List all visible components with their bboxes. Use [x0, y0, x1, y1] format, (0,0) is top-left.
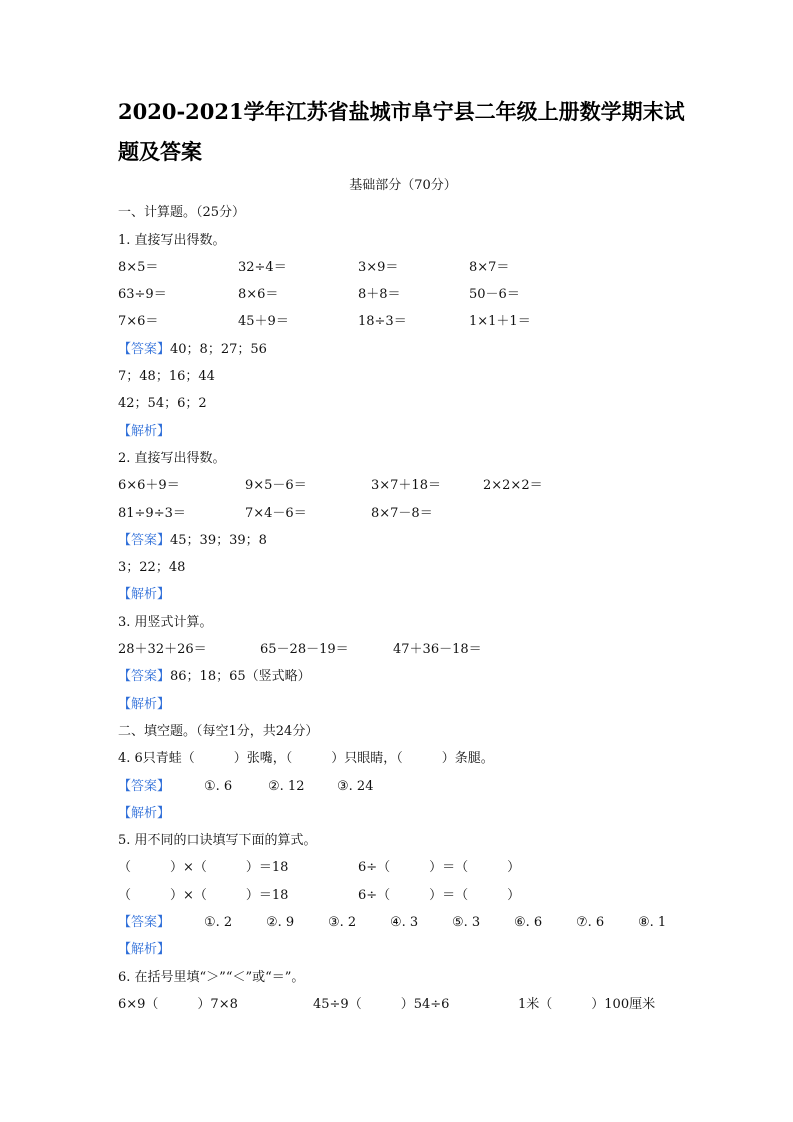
q5-row-2 [118, 882, 698, 909]
answer-item: ⑥. 6 [514, 915, 543, 931]
q6-row [118, 991, 698, 1018]
answer-tag: 【答案】 [118, 341, 171, 357]
answer-item: ⑦. 6 [576, 915, 605, 931]
q5-expr: （ ）×（ ）＝18 [118, 887, 289, 903]
q4-prompt: 4. 6只青蛙（ ）张嘴，（ ）只眼睛，（ ）条腿。 [118, 751, 494, 767]
q1-expr: 8＋8＝ [358, 287, 401, 303]
document-title: 2020-2021学年江苏省盐城市阜宁县二年级上册数学期末试题及答案 [118, 99, 685, 164]
answer-item: ②. 12 [268, 778, 305, 794]
q5-prompt: 5. 用不同的口诀填写下面的算式。 [118, 833, 317, 849]
q2-expr: 3×7＋18＝ [371, 478, 441, 494]
q2-prompt: 2. 直接写出得数。 [118, 450, 226, 466]
q2-row-2 [118, 500, 698, 527]
answer-item: ④. 3 [390, 915, 419, 931]
q6-expr: 45÷9（ ）54÷6 [313, 996, 450, 1012]
q4-answer [118, 773, 698, 800]
answer-text: 86；18；65（竖式略） [170, 669, 311, 685]
q1-expr: 63÷9＝ [118, 287, 167, 303]
q5-answer [118, 909, 698, 936]
answer-item: ①. 2 [204, 915, 233, 931]
q2-expr: 8×7－8＝ [371, 505, 433, 521]
q1-answer-line-2: 7；48；16；44 [118, 369, 215, 385]
q5-analysis-tag: 【解析】 [118, 942, 171, 958]
q2-row-1 [118, 472, 698, 499]
q3-row [118, 636, 698, 663]
part2-heading: 二、填空题。（每空1分，共24分） [118, 723, 319, 739]
q2-expr: 81÷9÷3＝ [118, 505, 186, 521]
answer-item: ③. 24 [337, 778, 374, 794]
q5-row-1 [118, 854, 698, 881]
q1-expr: 50－6＝ [469, 287, 520, 303]
q1-expr: 3×9＝ [358, 259, 399, 275]
q3-prompt: 3. 用竖式计算。 [118, 614, 213, 630]
q1-row-2 [118, 281, 698, 308]
answer-item: ②. 9 [266, 915, 295, 931]
part1-heading: 一、计算题。（25分） [118, 205, 246, 221]
answer-item: ⑤. 3 [452, 915, 481, 931]
q1-answer [118, 336, 698, 363]
q3-analysis-tag: 【解析】 [118, 696, 171, 712]
q1-expr: 8×5＝ [118, 259, 159, 275]
q1-expr: 8×6＝ [238, 287, 279, 303]
q1-row-3 [118, 308, 698, 335]
q1-row-1 [118, 254, 698, 281]
answer-tag: 【答案】 [118, 915, 171, 931]
q5-expr: 6÷（ ）＝（ ） [358, 887, 521, 903]
answer-item: ③. 2 [328, 915, 357, 931]
answer-text: 40；8；27；56 [170, 341, 267, 357]
section-header: 基础部分（70分） [349, 178, 457, 193]
q2-expr: 6×6＋9＝ [118, 478, 180, 494]
answer-tag: 【答案】 [118, 778, 171, 794]
answer-item: ⑧. 1 [638, 915, 667, 931]
answer-text: 45；39；39；8 [170, 532, 267, 548]
q2-expr: 7×4－6＝ [245, 505, 307, 521]
q2-expr: 2×2×2＝ [483, 478, 543, 494]
q1-analysis-tag: 【解析】 [118, 423, 171, 439]
q2-answer [118, 527, 698, 554]
q3-answer [118, 663, 698, 690]
q4-analysis-tag: 【解析】 [118, 805, 171, 821]
q5-expr: 6÷（ ）＝（ ） [358, 860, 521, 876]
q6-expr: 1米（ ）100厘米 [518, 996, 656, 1012]
answer-tag: 【答案】 [118, 669, 171, 685]
q3-expr: 65－28－19＝ [260, 642, 349, 658]
q5-expr: （ ）×（ ）＝18 [118, 860, 289, 876]
q2-expr: 9×5－6＝ [245, 478, 307, 494]
q1-expr: 18÷3＝ [358, 314, 407, 330]
q1-expr: 45＋9＝ [238, 314, 289, 330]
answer-tag: 【答案】 [118, 532, 171, 548]
q1-expr: 7×6＝ [118, 314, 159, 330]
q3-expr: 47＋36－18＝ [393, 642, 482, 658]
q1-answer-line-3: 42；54；6；2 [118, 396, 207, 412]
answer-item: ①. 6 [204, 778, 233, 794]
q2-answer-line-2: 3；22；48 [118, 560, 186, 576]
q3-expr: 28＋32＋26＝ [118, 642, 207, 658]
q6-expr: 6×9（ ）7×8 [118, 996, 238, 1012]
q1-expr: 1×1＋1＝ [469, 314, 531, 330]
q2-analysis-tag: 【解析】 [118, 587, 171, 603]
q6-prompt: 6. 在括号里填“＞”“＜”或“＝”。 [118, 969, 305, 985]
q1-expr: 32÷4＝ [238, 259, 287, 275]
document-body [118, 172, 698, 1018]
q1-expr: 8×7＝ [469, 259, 510, 275]
q1-prompt: 1. 直接写出得数。 [118, 232, 226, 248]
